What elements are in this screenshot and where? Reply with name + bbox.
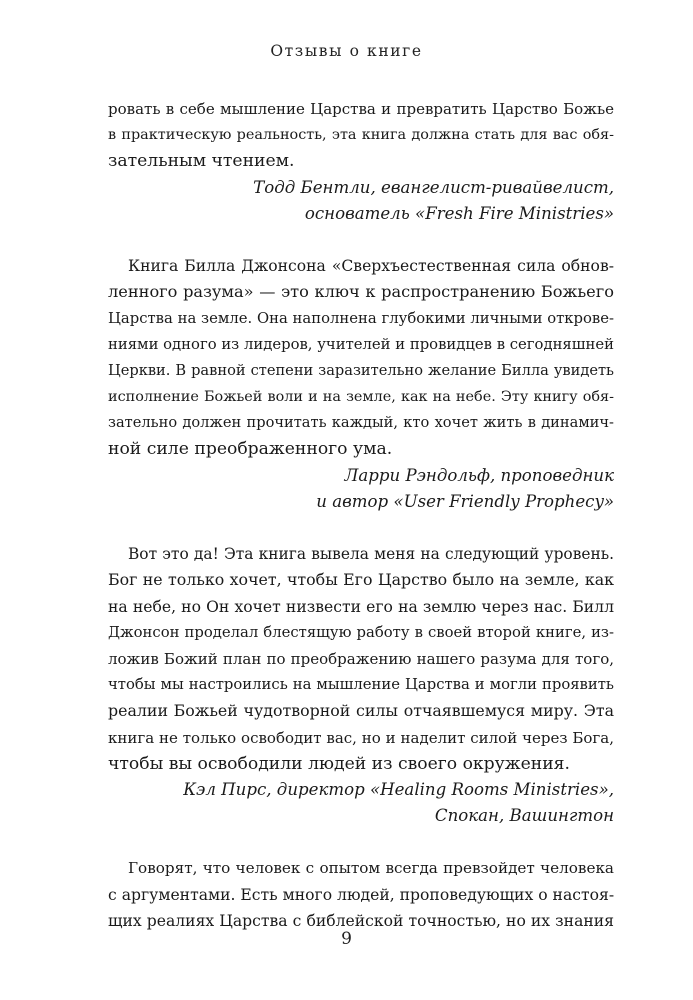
attribution-line: и автор «User Friendly Prophecy» — [316, 491, 614, 511]
paragraph-gap — [108, 227, 614, 253]
review-block-larry-randolph — [108, 253, 614, 515]
attribution-line: основатель «Fresh Fire Ministries» — [304, 203, 614, 223]
attribution-line: Ларри Рэндольф, проповедник — [344, 465, 614, 485]
review-block-cal-pierce — [108, 541, 614, 829]
text-line: Книга Билла Джонсона «Сверхъестественная сила обнов- — [128, 257, 614, 276]
text-line: ложив Божий план по преображению нашего разума для того, — [108, 649, 614, 668]
text-line: с аргументами. Есть много людей, проповедующих о настоя- — [108, 885, 615, 904]
page-number: 9 — [341, 929, 352, 949]
text-line: чтобы мы настроились на мышление Царства и могли проявить — [108, 676, 614, 694]
text-line: Церкви. В равной степени заразительно желание Билла увидеть — [108, 361, 614, 379]
paragraph-gap — [108, 515, 614, 541]
text-line: Царства на земле. Она наполнена глубокими личными открове- — [108, 309, 614, 327]
review-block-continuing — [108, 855, 614, 934]
text-line: ниями одного из лидеров, учителей и провидцев в сегодняшней — [108, 335, 614, 353]
paragraph-gap — [108, 829, 614, 855]
attribution-line: Тодд Бентли, евангелист-ривайвелист, — [253, 177, 614, 197]
text-line: Бог не только хочет, чтобы Его Царство было на земле, как — [108, 570, 614, 590]
text-line: Говорят, что человек с опытом всегда превзойдет человека — [128, 859, 614, 878]
text-line: исполнение Божьей воли и на земле, как на небе. Эту книгу обя- — [108, 389, 614, 406]
text-line: реалии Божьей чудотворной силы отчаявшемуся миру. Эта — [108, 701, 614, 721]
running-header: Отзывы о книге — [270, 42, 423, 60]
text-line: зательным чтением. — [108, 151, 295, 172]
page-body — [108, 96, 614, 934]
text-line: книга не только освободит вас, но и наделит силой через Бога, — [108, 728, 614, 747]
text-line: ленного разума» — это ключ к распространению Божьего — [108, 282, 614, 302]
review-block-todd-bentley — [108, 96, 614, 227]
text-line: ной силе преображенного ума. — [108, 439, 393, 460]
attribution-line: Кэл Пирс, директор «Healing Rooms Ministries», — [183, 779, 614, 799]
text-line: чтобы вы освободили людей из своего окружения. — [108, 753, 570, 774]
text-line: на небе, но Он хочет низвести его на землю через нас. Билл — [108, 597, 614, 616]
text-line: зательно должен прочитать каждый, кто хочет жить в динамич- — [108, 414, 614, 432]
text-line: щих реалиях Царства с библейской точностью, но их знания — [108, 911, 614, 930]
text-line: Джонсон проделал блестящую работу в своей второй книге, из- — [108, 623, 614, 641]
text-line: в практическую реальность, эта книга должна стать для вас обя- — [108, 127, 614, 144]
text-line: ровать в себе мышление Царства и превратить Царство Божье — [108, 100, 614, 118]
text-line: Вот это да! Эта книга вывела меня на следующий уровень. — [128, 545, 614, 564]
attribution-line: Спокан, Вашингтон — [434, 806, 614, 826]
